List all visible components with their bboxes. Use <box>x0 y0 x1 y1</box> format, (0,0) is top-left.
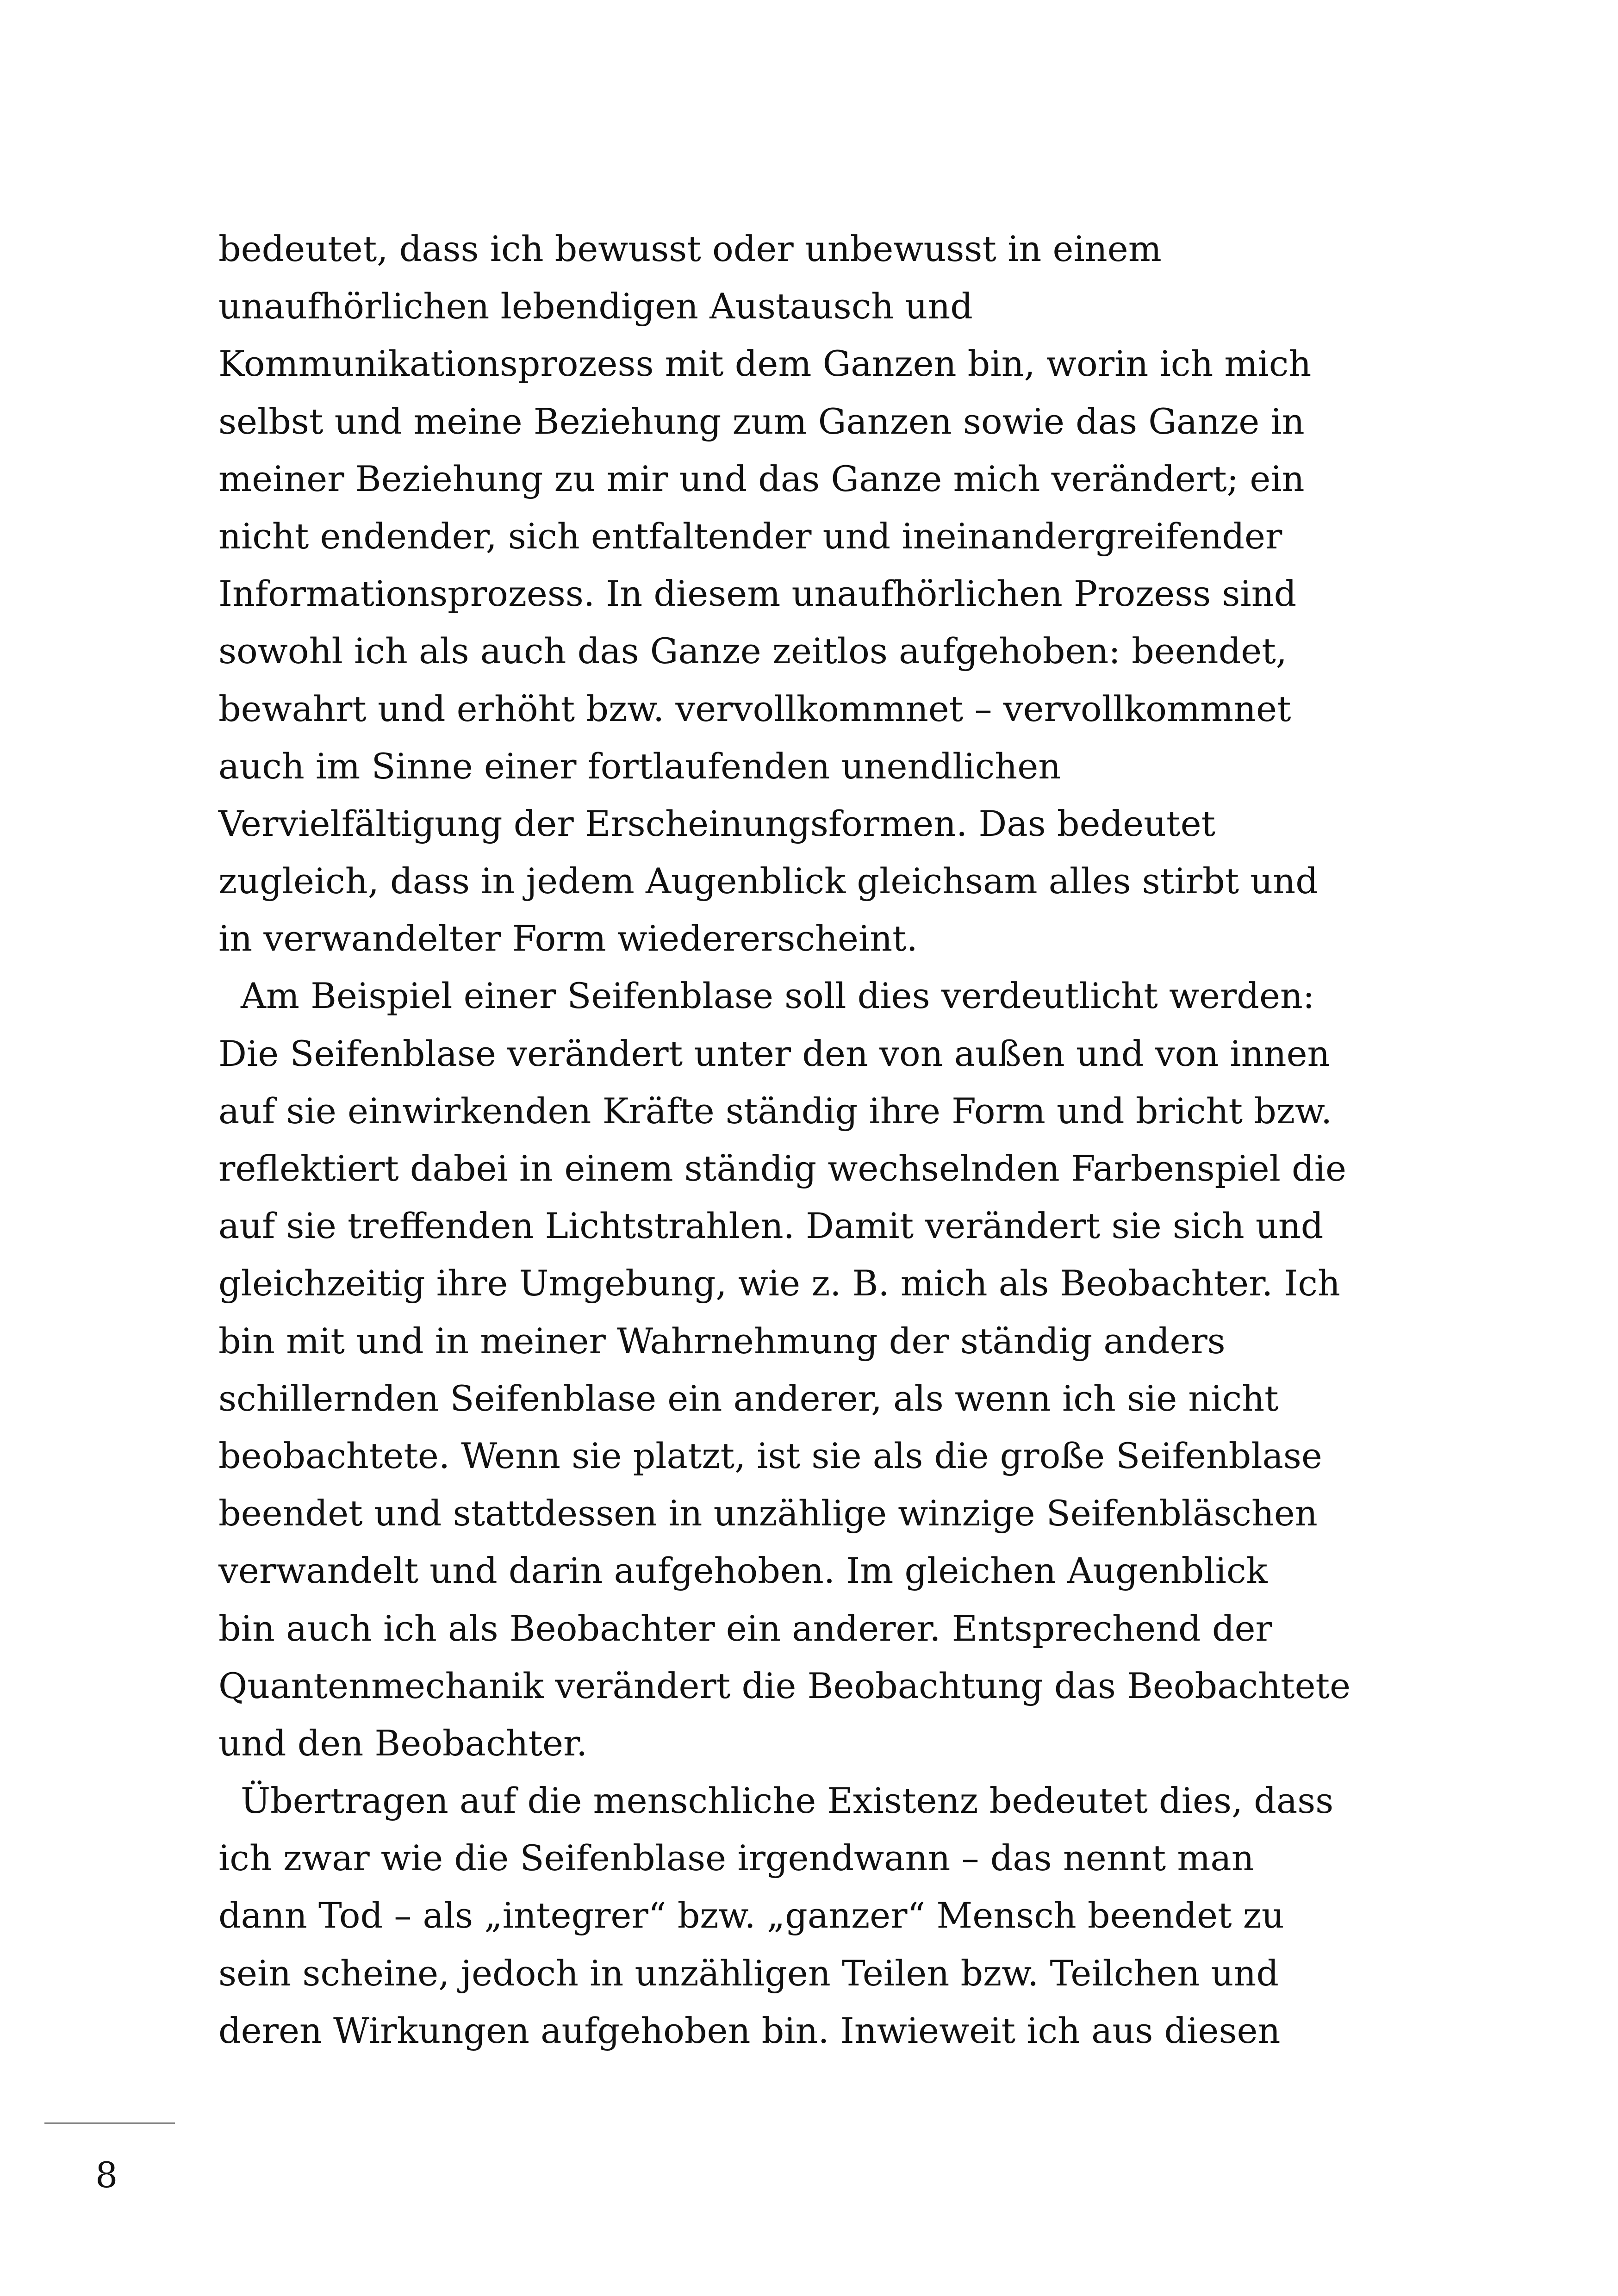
text-line: meiner Beziehung zu mir und das Ganze mich verändert; ein <box>218 458 1305 499</box>
text-line: unaufhörlichen lebendigen Austausch und <box>218 286 973 327</box>
text-line: Informationsprozess. In diesem unaufhörlichen Prozess sind <box>218 573 1297 615</box>
text-line: beendet und stattdessen in unzählige winzige Seifenbläschen <box>218 1493 1318 1534</box>
text-line: auf sie treffenden Lichtstrahlen. Damit verändert sie sich und <box>218 1205 1324 1247</box>
text-line: deren Wirkungen aufgehoben bin. Inwieweit ich aus diesen <box>218 2010 1281 2051</box>
text-line: gleichzeitig ihre Umgebung, wie z. B. mich als Beobachter. Ich <box>218 1263 1340 1304</box>
text-line: ich zwar wie die Seifenblase irgendwann – das nennt man <box>218 1837 1254 1879</box>
text-line: nicht endender, sich entfaltender und ineinandergreifender <box>218 515 1282 557</box>
text-line: verwandelt und darin aufgehoben. Im gleichen Augenblick <box>218 1550 1268 1592</box>
text-line: bedeutet, dass ich bewusst oder unbewusst in einem <box>218 228 1162 269</box>
text-line: Die Seifenblase verändert unter den von außen und von innen <box>218 1033 1330 1074</box>
text-line: Quantenmechanik verändert die Beobachtung das Beobachtete <box>218 1665 1351 1706</box>
text-line: sein scheine, jedoch in unzähligen Teilen bzw. Teilchen und <box>218 1952 1279 1994</box>
text-line: beobachtete. Wenn sie platzt, ist sie als die große Seifenblase <box>218 1435 1322 1476</box>
text-line: selbst und meine Beziehung zum Ganzen sowie das Ganze in <box>218 400 1305 442</box>
text-line: und den Beobachter. <box>218 1722 588 1764</box>
footer-rule <box>44 2122 175 2124</box>
text-line: reflektiert dabei in einem ständig wechselnden Farbenspiel die <box>218 1148 1346 1189</box>
paragraph-start-line: Übertragen auf die menschliche Existenz bedeutet dies, dass <box>241 1780 1334 1822</box>
text-line: auf sie einwirkenden Kräfte ständig ihre Form und bricht bzw. <box>218 1090 1332 1132</box>
text-line: bin mit und in meiner Wahrnehmung der ständig anders <box>218 1320 1226 1362</box>
text-line: bin auch ich als Beobachter ein anderer. Entsprechend der <box>218 1607 1272 1649</box>
text-line: Vervielfältigung der Erscheinungsformen. Das bedeutet <box>218 803 1216 844</box>
text-line: auch im Sinne einer fortlaufenden unendlichen <box>218 745 1061 787</box>
text-line: schillernden Seifenblase ein anderer, als wenn ich sie nicht <box>218 1377 1279 1419</box>
text-line: dann Tod – als „integrer“ bzw. „ganzer“ Mensch beendet zu <box>218 1895 1284 1936</box>
text-line: sowohl ich als auch das Ganze zeitlos aufgehoben: beendet, <box>218 630 1287 672</box>
text-line: Kommunikationsprozess mit dem Ganzen bin, worin ich mich <box>218 343 1312 385</box>
page-number: 8 <box>95 2154 118 2196</box>
text-line: bewahrt und erhöht bzw. vervollkommnet – vervollkommnet <box>218 688 1291 729</box>
text-line: zugleich, dass in jedem Augenblick gleichsam alles stirbt und <box>218 860 1318 902</box>
paragraph-start-line: Am Beispiel einer Seifenblase soll dies verdeutlicht werden: <box>241 975 1315 1017</box>
body-text <box>218 220 1413 2060</box>
text-line: in verwandelter Form wiedererscheint. <box>218 918 918 959</box>
